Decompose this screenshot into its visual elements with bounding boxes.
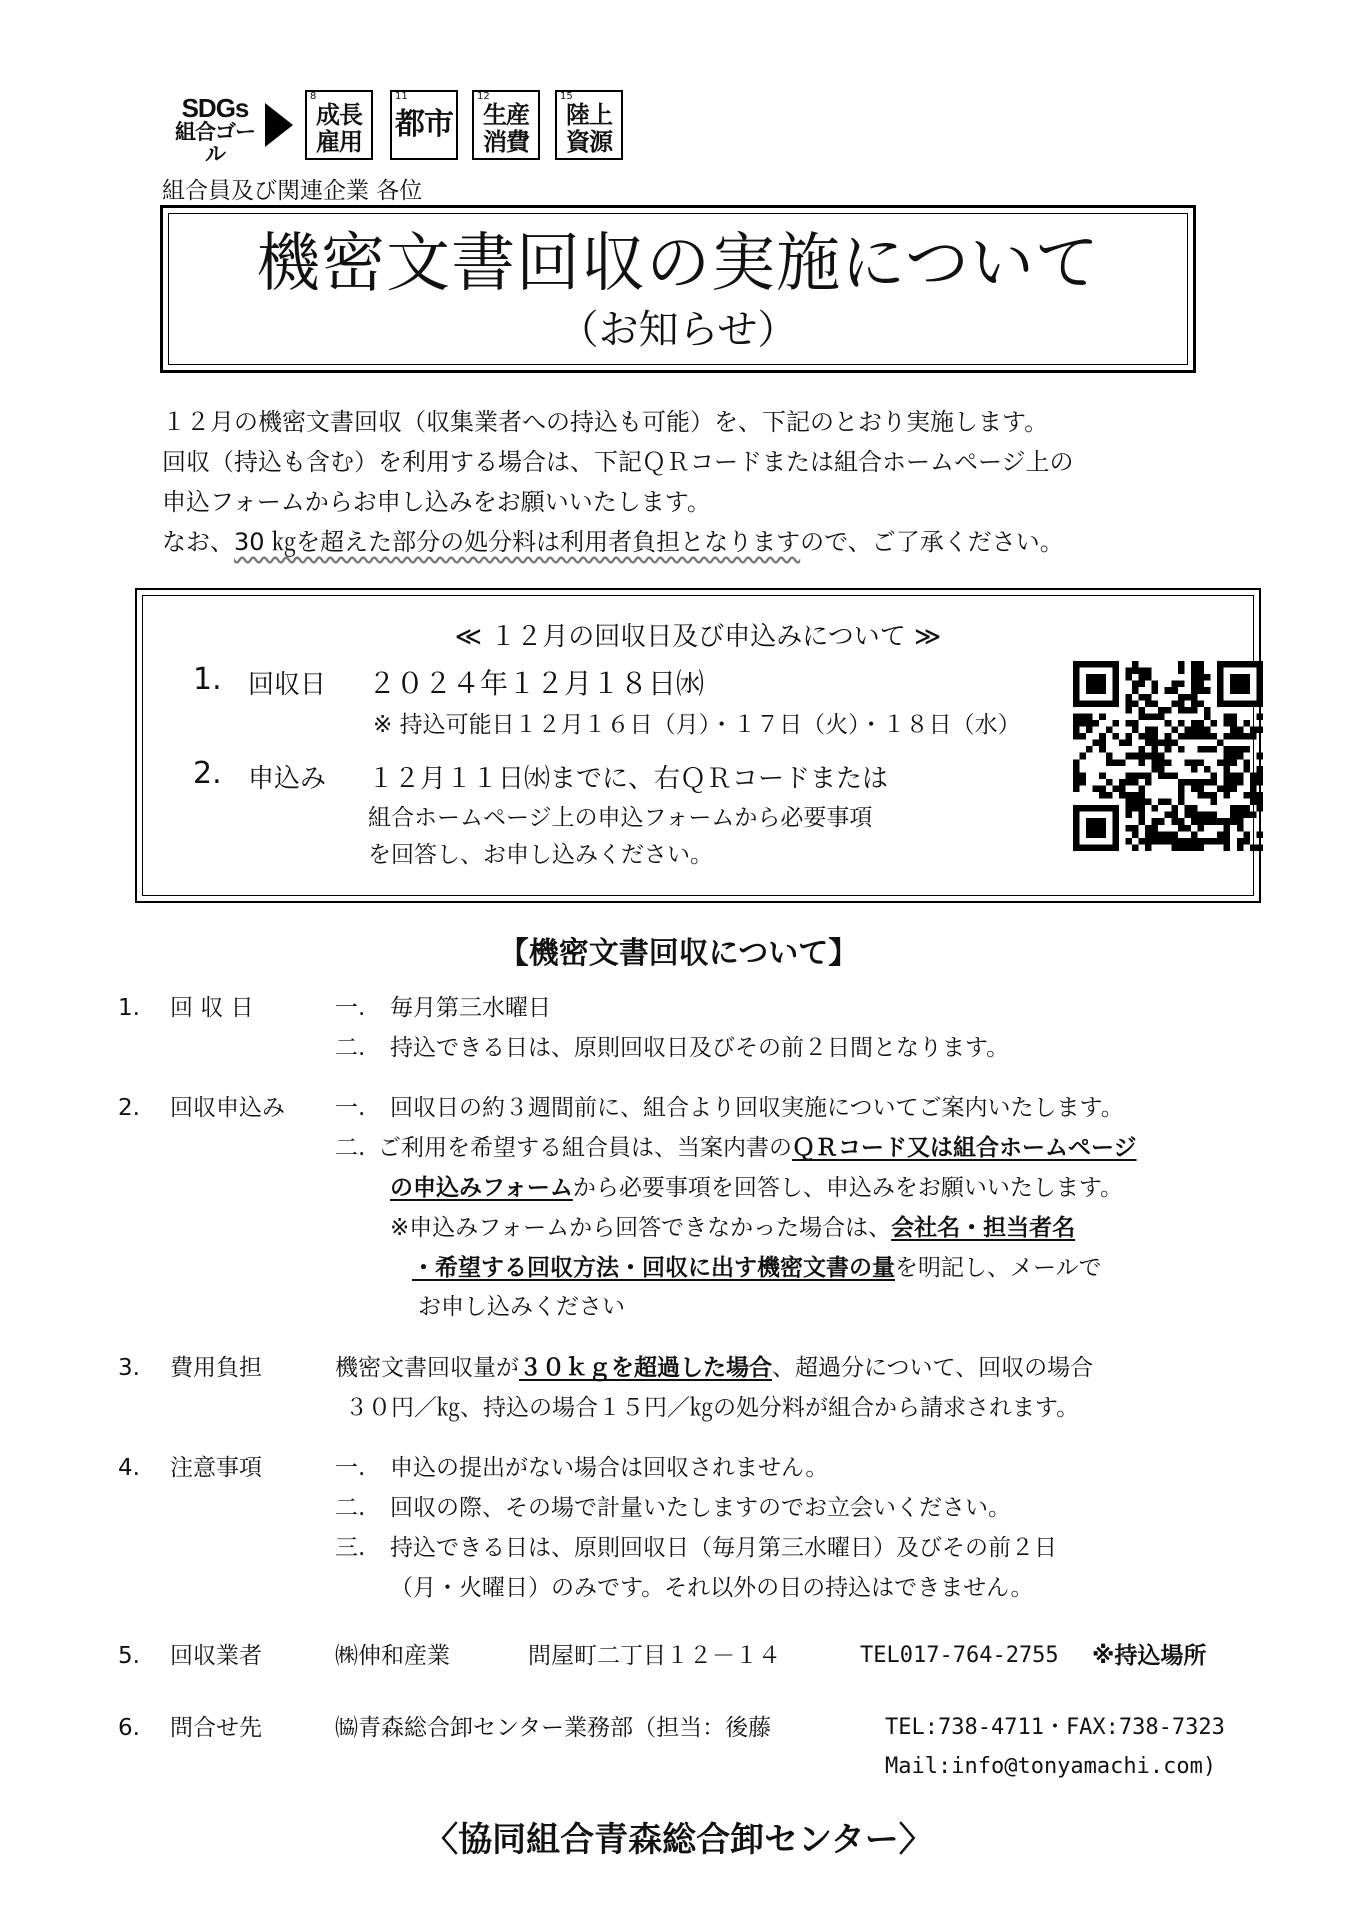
- sdgs-goal-8: 8 成長 雇用: [305, 90, 373, 160]
- detail-label-vendor: 回収業者: [170, 1643, 262, 1669]
- qr-homepage-emphasis: ＱＲコード又は組合ホームページ: [792, 1135, 1137, 1161]
- vendor-name: ㈱伸和産業: [335, 1643, 450, 1669]
- detail-label-cost: 費用負担: [170, 1355, 262, 1381]
- page-title: 機密文書回収の実施について: [256, 227, 1100, 301]
- contact-mail-link[interactable]: Mail:info@tonyamachi.com): [885, 1754, 1217, 1779]
- application-deadline: １２月１１日㈬までに、右ＱＲコードまたは: [368, 764, 889, 794]
- sdgs-goal-12: 12 生産 消費: [472, 90, 540, 160]
- schedule-item1-num: 1.: [193, 662, 222, 697]
- addressee: 組合員及び関連企業 各位: [162, 178, 423, 204]
- fee-emphasis: 30 ㎏を超えた部分の処分料は利用者負担となります: [234, 528, 801, 556]
- triangle-arrow-icon: [265, 103, 293, 147]
- detail-label-application: 回収申込み: [170, 1095, 285, 1121]
- sdgs-label: [170, 95, 260, 166]
- section-title: 【機密文書回収について】: [498, 936, 859, 971]
- contact-tel-fax: TEL:738-4711・FAX:738-7323: [885, 1715, 1225, 1740]
- contact-org: ㈿青森総合卸センター業務部（担当：後藤: [335, 1715, 772, 1741]
- title-box: [160, 205, 1196, 373]
- vendor-address: 問屋町二丁目１２－１４: [528, 1643, 781, 1669]
- schedule-item1-label: 回収日: [248, 670, 327, 700]
- page-subtitle: （お知らせ）: [558, 307, 798, 353]
- over-30kg-emphasis: ３０ｋｇを超過した場合: [519, 1355, 772, 1381]
- sdgs-goal-15: 15 陸上 資源: [555, 90, 623, 160]
- carry-in-location-note: ※持込場所: [1092, 1643, 1207, 1669]
- detail-label-contact: 問合せ先: [170, 1715, 262, 1741]
- vendor-tel: TEL017-764-2755: [860, 1643, 1059, 1668]
- footer-org-name: 〈協同組合青森総合卸センター〉: [424, 1820, 933, 1860]
- sdgs-label-line1: SDGs: [181, 93, 249, 123]
- detail-label-notes: 注意事項: [170, 1455, 262, 1481]
- collection-date: ２０２４年１２月１８日㈬: [368, 667, 705, 700]
- schedule-item2-label: 申込み: [248, 764, 327, 794]
- qr-code[interactable]: [1073, 661, 1263, 851]
- sdgs-goal-11: 11 都市: [390, 90, 458, 160]
- sdgs-label-line2: 組合ゴール: [175, 121, 255, 167]
- detail-label-collection-day: 回 収 日: [170, 995, 254, 1021]
- carry-in-dates: ※ 持込可能日１２月１６日（月）・１７日（火）・１８日（水）: [373, 712, 1021, 738]
- schedule-title: ≪ １２月の回収日及び申込みについて ≫: [454, 622, 942, 652]
- schedule-item2-num: 2.: [193, 756, 222, 791]
- intro-paragraph: １２月の機密文書回収（収集業者への持込も可能）を、下記のとおり実施します。 回収（持込も含む）を利用する場合は、下記ＱＲコードまたは組合ホームページ上の 申込フォームからお申し込みをお願いいたします。 なお、30 ㎏を超えた部分の処分料は利用者負担となりますので、ご了承ください。: [162, 408, 1074, 556]
- schedule-box: ≪ １２月の回収日及び申込みについて ≫ 1. 回収日 ２０２４年１２月１８日㈬ ※ 持込可能日１２月１６日（月）・１７日（火）・１８日（水） 2. 申込み １２月１１日㈬までに、右ＱＲコードまたは 組合ホームページ上の申込フォームから必要事項 を回答し、お申し込みください。: [135, 588, 1261, 903]
